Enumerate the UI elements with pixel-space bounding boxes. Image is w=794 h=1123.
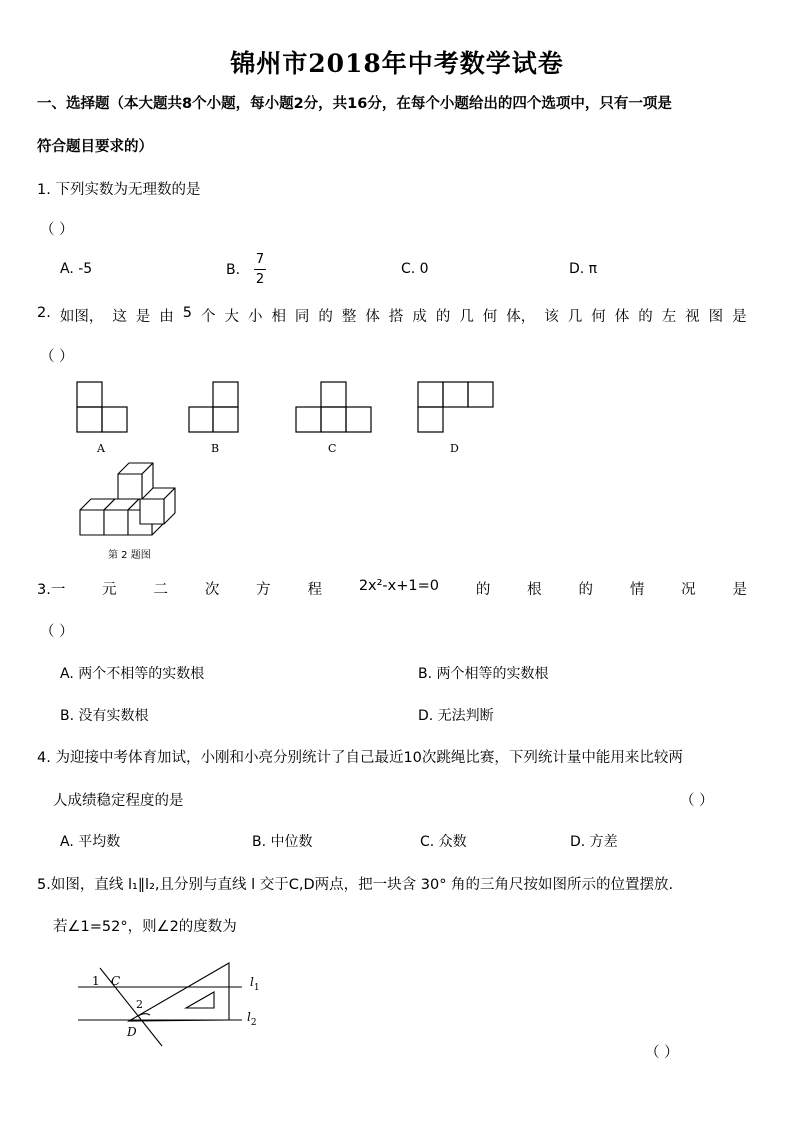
label-l1-base: l xyxy=(250,975,254,989)
angle-1-label: 1 xyxy=(92,974,100,988)
q2-word: 是 xyxy=(732,309,747,325)
figure-d-label: D xyxy=(450,442,459,455)
q3-option-d[interactable]: D. 无法判断 xyxy=(418,708,494,724)
q3-word: 程 xyxy=(307,582,322,598)
q3-option-b[interactable]: B. 两个相等的实数根 xyxy=(418,666,549,682)
q2-word: 该 xyxy=(544,309,559,325)
q2-word: 搭 xyxy=(388,309,404,325)
q4-option-b[interactable]: B. 中位数 xyxy=(252,834,313,850)
label-l1-sub: 1 xyxy=(253,983,260,993)
q2-word: 这 xyxy=(112,309,127,325)
q2-word: 2. xyxy=(37,305,51,321)
q2-word: 整 xyxy=(341,309,357,325)
q3-word: 次 xyxy=(204,582,220,598)
label-l2-base: l xyxy=(247,1010,251,1024)
point-c-label: C xyxy=(111,974,121,988)
triangle-ruler-inner xyxy=(186,992,214,1008)
q4-stem-line2: 人成绩稳定程度的是 xyxy=(53,793,184,809)
q3-word: 二 xyxy=(153,582,168,598)
q2-word: 小 xyxy=(247,309,263,325)
q3-option-a[interactable]: A. 两个不相等的实数根 xyxy=(60,666,205,682)
label-l1 xyxy=(250,975,260,993)
q2-word: 相 xyxy=(271,309,286,325)
q1-option-c[interactable]: C. 0 xyxy=(401,261,429,277)
section-heading-line1: 一、选择题（本大题共8个小题，每小题2分，共16分，在每个小题给出的四个选项中，只有一项是 xyxy=(37,96,672,112)
q2-word: 的 xyxy=(435,309,451,325)
point-d-label: D xyxy=(127,1025,137,1039)
q2-word: 的 xyxy=(318,309,333,325)
q2-word: 何 xyxy=(482,309,498,325)
q2-word: 由 xyxy=(159,309,174,325)
figure-a-label: A xyxy=(97,442,105,455)
label-l2-sub: 2 xyxy=(250,1018,257,1028)
q4-option-d[interactable]: D. 方差 xyxy=(570,834,618,850)
q2-word: 的 xyxy=(638,309,653,325)
figure-c-label: C xyxy=(328,442,337,455)
q2-word: 如图， xyxy=(59,309,104,325)
q5-paren: （ ） xyxy=(645,1045,679,1061)
q4-option-c[interactable]: C. 众数 xyxy=(420,834,467,850)
q2-word: 视 xyxy=(685,309,700,325)
q3-word: 3.一 xyxy=(37,582,66,598)
q3-word: 情 xyxy=(629,582,645,598)
q3-option-c[interactable]: B. 没有实数根 xyxy=(60,708,149,724)
label-l2 xyxy=(247,1010,257,1028)
fraction-numerator: 7 xyxy=(255,252,265,267)
figure-b-label: B xyxy=(211,442,220,455)
q3-word: 方 xyxy=(256,582,271,598)
fraction-denominator: 2 xyxy=(255,272,265,287)
q2-word: 体 xyxy=(614,309,630,325)
q1-paren: （ ） xyxy=(40,222,74,238)
q2-word: 5 xyxy=(182,305,192,321)
q2-word: 几 xyxy=(567,309,583,325)
q3-word: 是 xyxy=(732,582,747,598)
q2-word: 个 xyxy=(200,309,216,325)
q2-figure-caption: 第 2 题图 xyxy=(108,550,151,561)
q1-option-b-label: B. xyxy=(226,261,241,278)
q3-paren: （ ） xyxy=(40,624,74,640)
q2-word: 体 xyxy=(365,309,380,325)
page-title: 锦州市2018年中考数学试卷 xyxy=(230,49,564,78)
q2-word: 同 xyxy=(294,309,310,325)
q1-stem: 1. 下列实数为无理数的是 xyxy=(37,182,201,198)
section-heading-line2: 符合题目要求的） xyxy=(37,139,153,155)
q3-word: 的 xyxy=(578,582,593,598)
q2-paren: （ ） xyxy=(40,349,74,365)
q2-word: 成 xyxy=(412,309,427,325)
q2-word: 左 xyxy=(661,309,677,325)
angle-2-arc xyxy=(138,1014,150,1016)
q3-word: 的 xyxy=(475,582,491,598)
q4-option-a[interactable]: A. 平均数 xyxy=(60,834,121,850)
q1-option-a[interactable]: A. -5 xyxy=(60,261,93,277)
angle-2-label: 2 xyxy=(136,998,143,1011)
q2-word: 何 xyxy=(591,309,606,325)
q1-option-d[interactable]: D. π xyxy=(569,261,598,277)
q3-word: 元 xyxy=(102,582,117,598)
q3-word: 况 xyxy=(681,582,696,598)
q2-word: 体， xyxy=(506,309,536,325)
q5-stem-line2: 若∠1=52°，则∠2的度数为 xyxy=(53,919,237,935)
q2-word: 是 xyxy=(135,309,151,325)
q2-word: 几 xyxy=(459,309,474,325)
q2-word: 图 xyxy=(708,309,724,325)
q4-paren: （ ） xyxy=(680,793,714,809)
q3-word: 根 xyxy=(527,582,542,598)
q3-word: 2x²-x+1=0 xyxy=(358,578,439,594)
q2-word: 大 xyxy=(224,309,239,325)
q5-stem-line1: 5.如图，直线 l₁∥l₂,且分别与直线 l 交于C,D两点，把一块含 30° 角的三角尺按如图所示的位置摆放. xyxy=(37,877,674,893)
q4-stem-line1: 4. 为迎接中考体育加试，小刚和小亮分别统计了自己最近10次跳绳比赛，下列统计量中能用来比较两 xyxy=(37,750,683,766)
